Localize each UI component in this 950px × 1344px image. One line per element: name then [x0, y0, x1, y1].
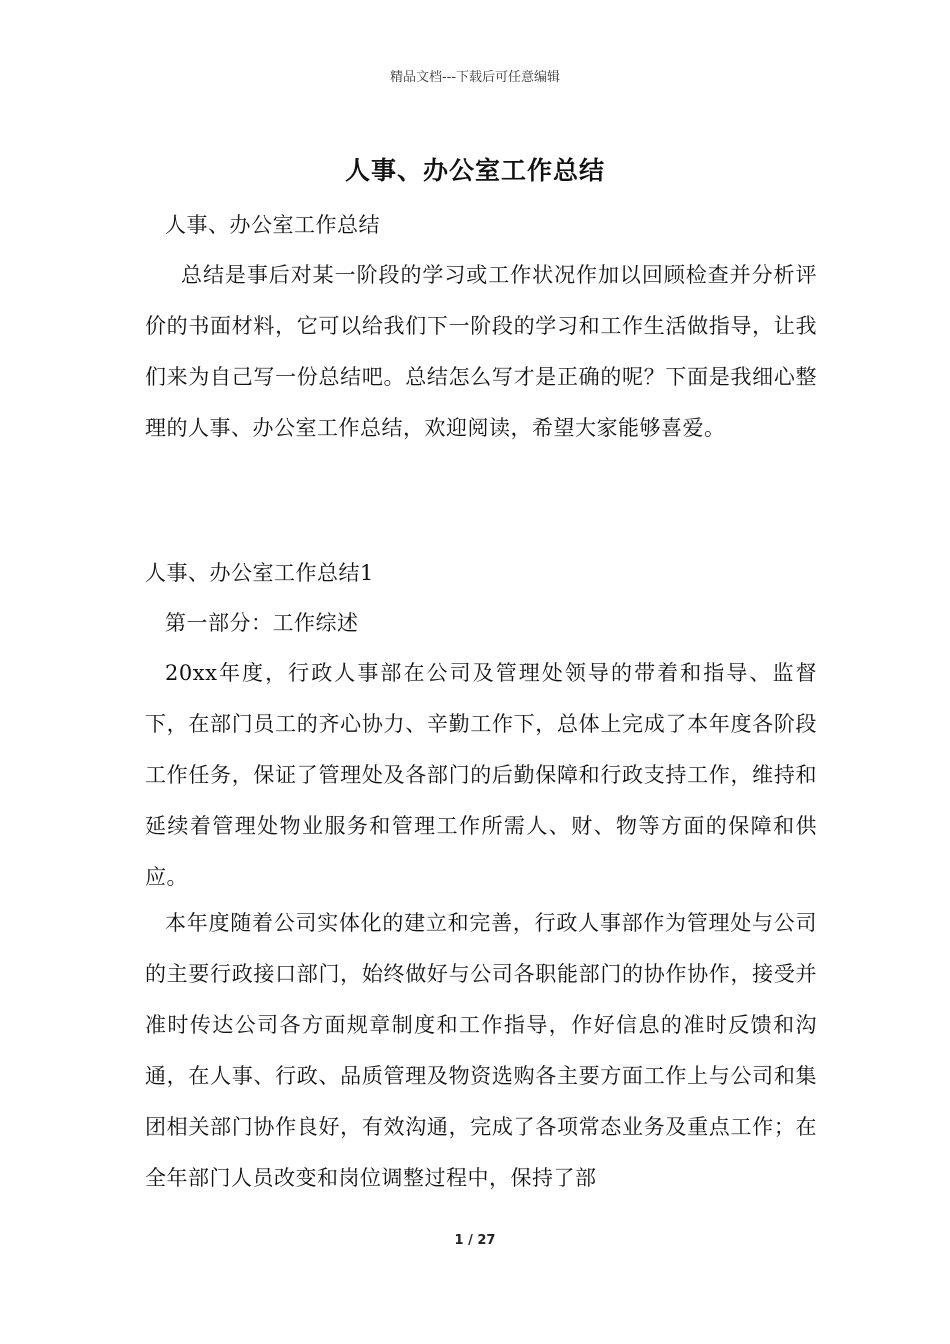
body-paragraph: 20xx年度，行政人事部在公司及管理处领导的带着和指导、监督下，在部门员工的齐心协力、辛勤工作下，总体上完成了本年度各阶段工作任务，保证了管理处及各部门的后勤保障和行政支持工作，维持和延续着管理处物业服务和管理工作所需人、财、物等方面的保障和供应。 [145, 661, 817, 889]
page-header: 精品文档---下载后可任意编辑 [389, 70, 561, 85]
body-paragraph: 本年度随着公司实体化的建立和完善，行政人事部作为管理处与公司的主要行政接口部门，始终做好与公司各职能部门的协作协作，接受并准时传达公司各方面规章制度和工作指导，作好信息的准时反馈和沟通，在人事、行政、品质管理及物资选购各主要方面工作上与公司和集团相关部门协作良好，有效沟通，完成了各项常态业务及重点工作；在全年部门人员改变和岗位调整过程中，保持了部 [145, 911, 817, 1190]
page-number: 1 / 27 [454, 1233, 496, 1248]
intro-paragraph: 总结是事后对某一阶段的学习或工作状况作加以回顾检查并分析评价的书面材料，它可以给我们下一阶段的学习和工作生活做指导，让我们来为自己写一份总结吧。总结怎么写才是正确的呢？下面是我细心整理的人事、办公室工作总结，欢迎阅读，希望大家能够喜爱。 [145, 263, 817, 440]
document-title: 人事、办公室工作总结 [344, 156, 605, 185]
part-heading: 第一部分：工作综述 [165, 611, 359, 635]
document-subtitle: 人事、办公室工作总结 [165, 213, 380, 237]
section-heading: 人事、办公室工作总结1 [145, 561, 374, 585]
